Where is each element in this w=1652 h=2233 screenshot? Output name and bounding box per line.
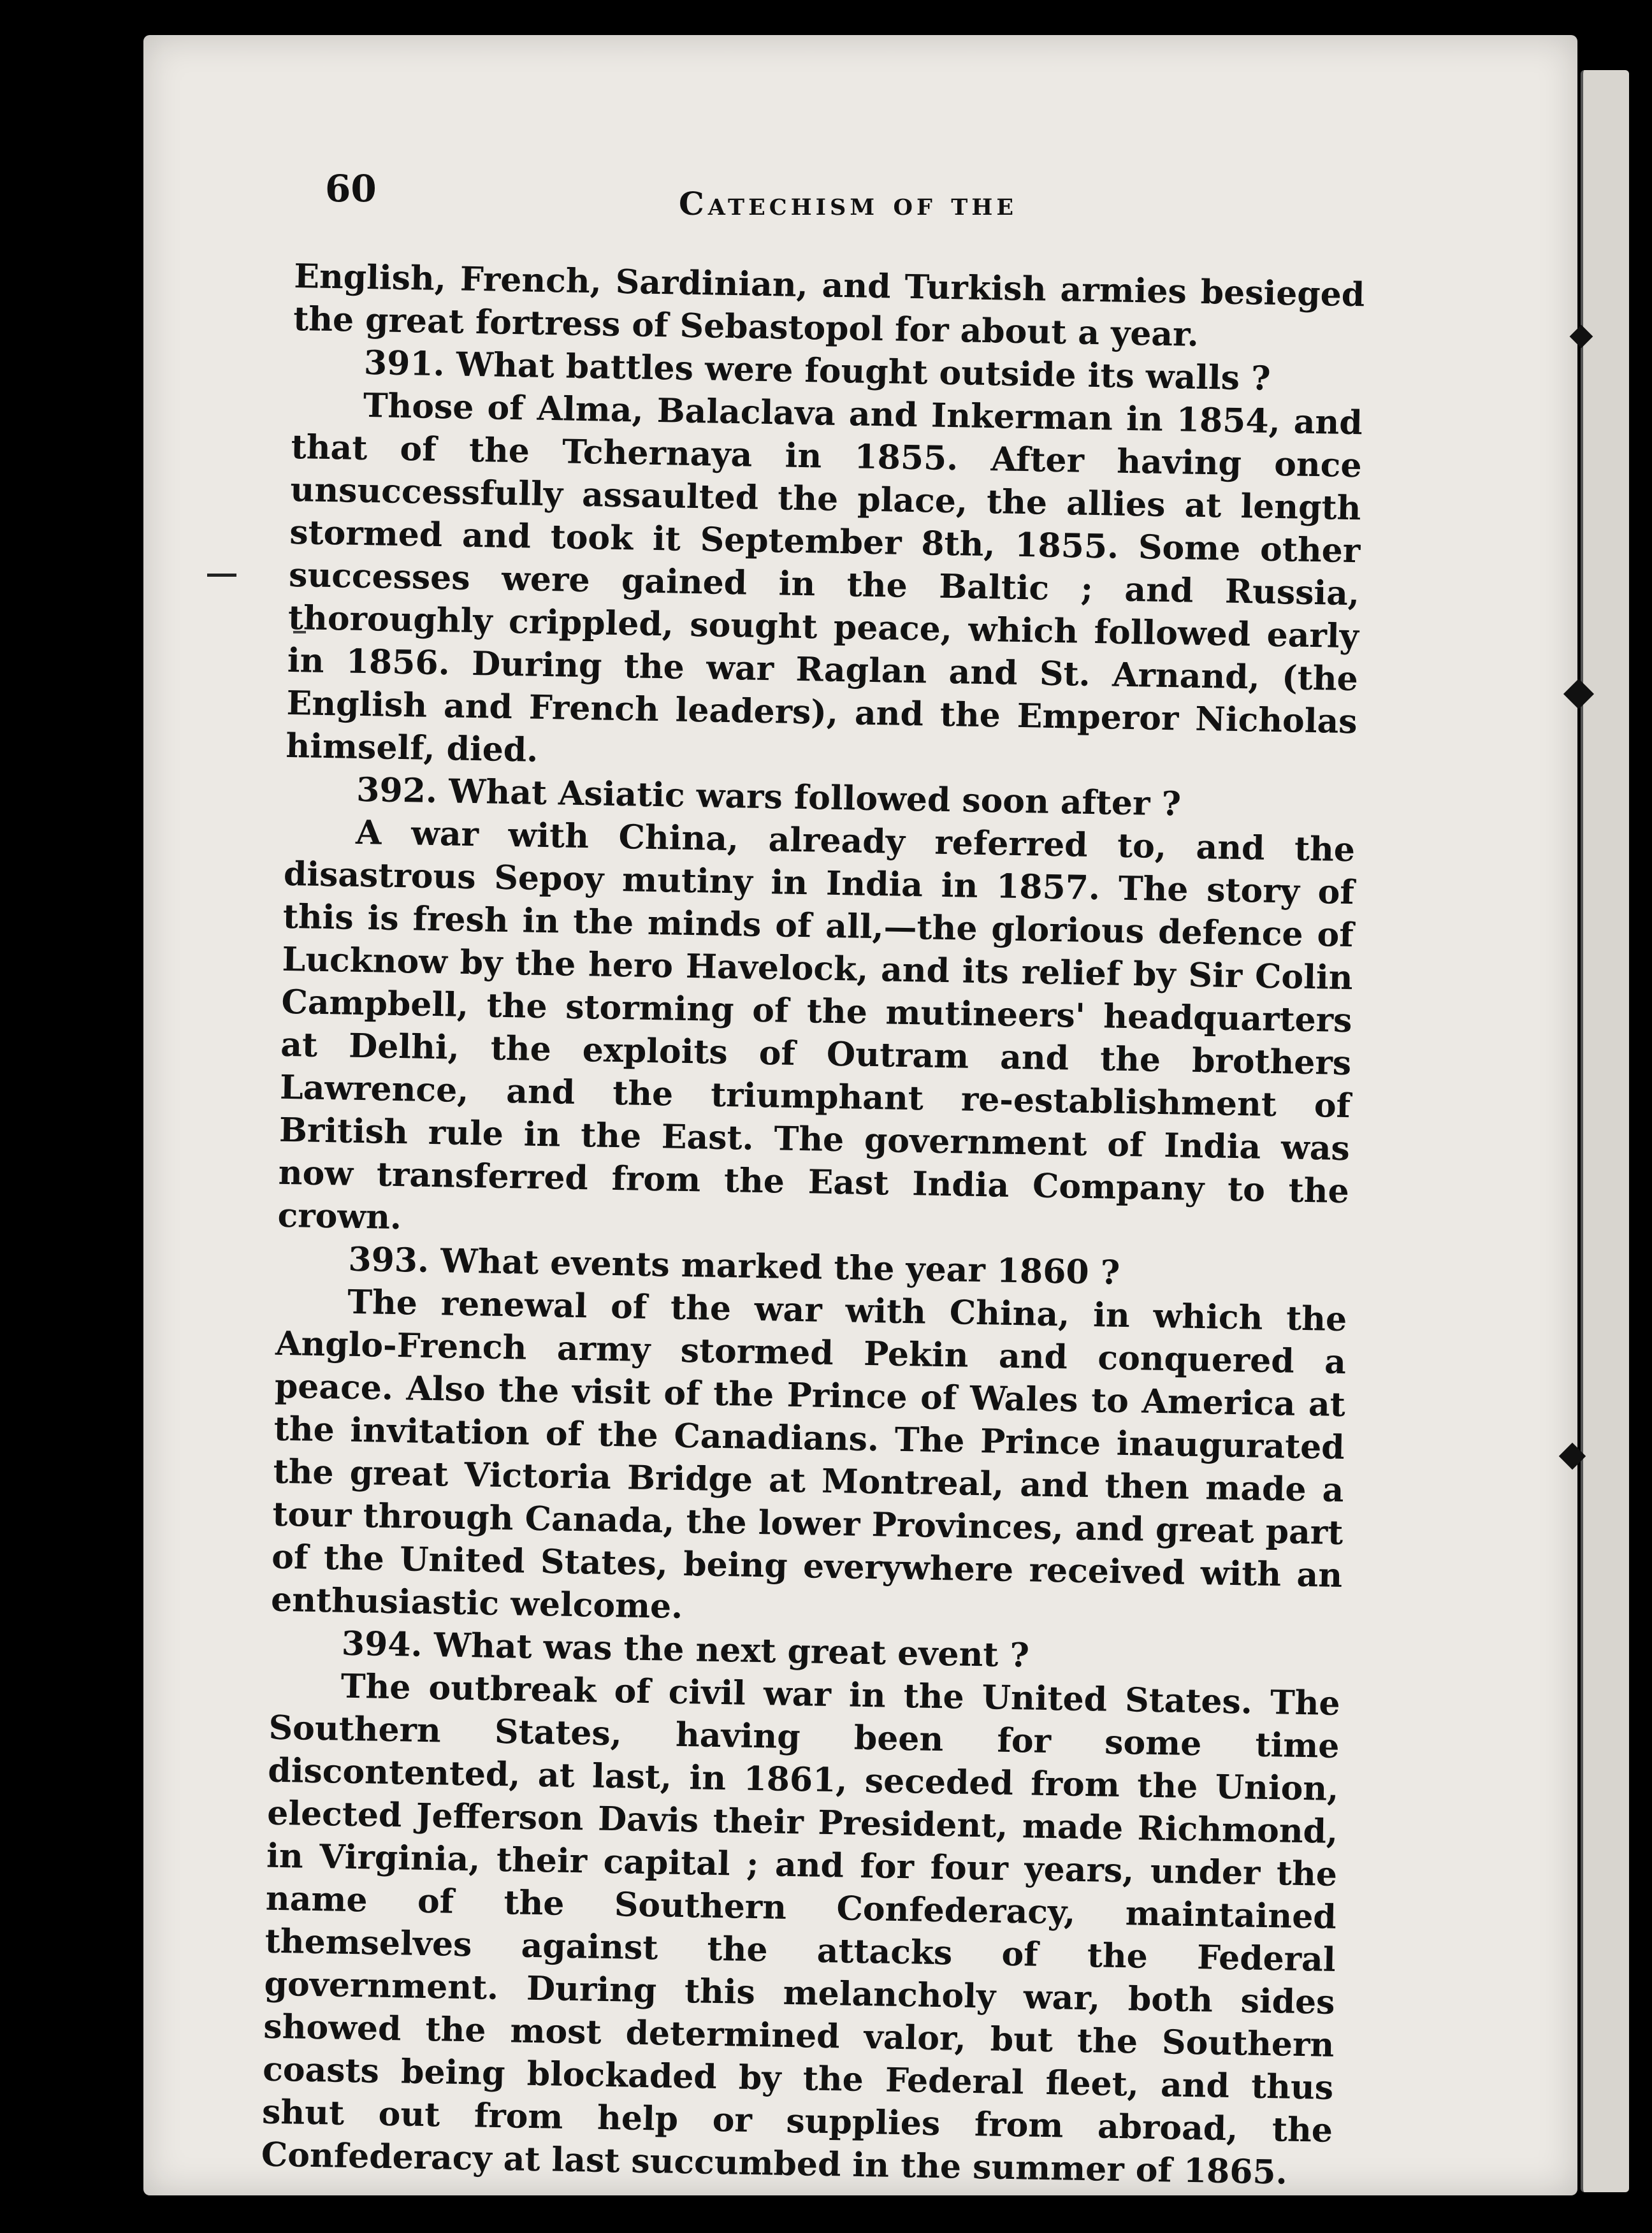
page-number: 60 <box>325 167 377 210</box>
question-391: 391. What battles were fought outside its walls ? <box>363 343 1272 398</box>
answer-394: The outbreak of civil war in the United States. The Southern States, having been for some time discontented, at last, in 1861, seceded from the Union, elected Jefferson Davis their President, made Richmond, in Virginia, their capital ; and for four years, under the name of the Southern Confederacy, maintained themselves against the attacks of the Federal government. During this melancholy war, both sides showed the most determined valor, but the Southern coasts being blockaded by the Federal fleet, and thus shut out from help or supplies from abroad, the Confederacy at last succumbed in the summer of 1865. <box>261 1666 1341 2192</box>
margin-mark <box>207 574 236 577</box>
running-title: Catechism of the <box>679 185 1018 222</box>
question-393: 393. What events marked the year 1860 ? <box>347 1239 1120 1292</box>
question-394: 394. What was the next great event ? <box>341 1624 1030 1675</box>
body-text <box>261 255 1365 2195</box>
next-page-edge <box>1581 70 1629 2192</box>
answer-392: A war with China, already referred to, and the disastrous Sepoy mutiny in India in 1857. The story of this is fresh in the minds of all,—the glorious defence of Lucknow by the hero Havelock, and its relief by Sir Colin Campbell, the storming of the mutineers' headquarters at Delhi, the exploits of Outram and the brothers Lawrence, and the triumphant re-establishment of British rule in the East. The government of India was now transferred from the East India Company to the crown. <box>277 813 1356 1238</box>
question-392: 392. What Asiatic wars followed soon after ? <box>356 770 1182 824</box>
answer-391: Those of Alma, Balaclava and Inkerman in 1854, and that of the Tchernaya in 1855. After having once unsuccessfully assaulted the place, the allies at length stormed and took it September 8th, 1855. Some other successes were gained in the Baltic ; and Russia, thoroughly crippled, sought peace, which followed early in 1856. During the war Raglan and St. Arnand, (the English and French leaders), and the Emperor Nicholas himself, died. <box>286 386 1363 770</box>
paragraph-continuation: English, French, Sardinian, and Turkish armies besieged the great fortress of Sebastopol for about a year. <box>293 256 1365 354</box>
answer-393: The renewal of the war with China, in which the Anglo-French army stormed Pekin and conquered a peace. Also the visit of the Prince of Wales to America at the invitation of the Canadians. The Prince inaugurated the great Victoria Bridge at Montreal, and then made a tour through Canada, the lower Provinces, and great part of the United States, being everywhere received with an enthusiastic welcome. <box>270 1282 1347 1626</box>
